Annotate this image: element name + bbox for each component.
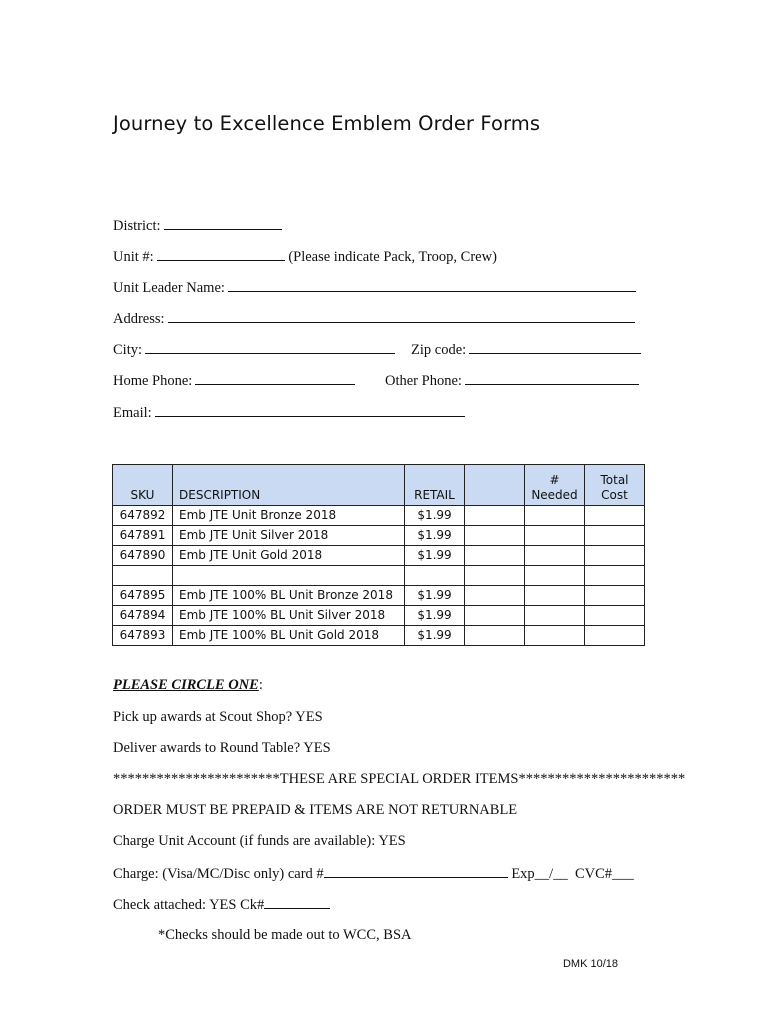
cell-description: Emb JTE 100% BL Unit Gold 2018 [173, 626, 405, 646]
other-phone-field[interactable] [385, 372, 639, 390]
cell-sku: 647890 [113, 546, 173, 566]
table-row [113, 606, 645, 626]
cell-retail: $1.99 [405, 626, 465, 646]
cell-needed[interactable] [525, 606, 585, 626]
deliver-option[interactable]: Deliver awards to Round Table? YES [113, 740, 331, 756]
cell-total [585, 566, 645, 586]
cell-needed [525, 566, 585, 586]
cell-retail: $1.99 [405, 606, 465, 626]
check-label: Check attached: YES Ck# [113, 897, 265, 913]
header-needed-line1: # [549, 473, 560, 487]
cell-blank[interactable] [465, 526, 525, 546]
cell-blank[interactable] [465, 586, 525, 606]
district-label: District: [113, 218, 161, 234]
home-phone-blank[interactable] [195, 372, 355, 385]
cell-sku: 647895 [113, 586, 173, 606]
charge-unit-option[interactable]: Charge Unit Account (if funds are available): YES [113, 833, 406, 849]
check-field[interactable] [113, 896, 330, 914]
cell-retail: $1.99 [405, 586, 465, 606]
cell-description [173, 566, 405, 586]
check-number-blank[interactable] [264, 896, 330, 909]
cell-total[interactable] [585, 626, 645, 646]
charge-card-field[interactable] [113, 865, 634, 883]
cell-retail [405, 566, 465, 586]
email-blank[interactable] [155, 404, 465, 417]
cell-needed[interactable] [525, 526, 585, 546]
address-blank[interactable] [168, 310, 635, 323]
other-phone-label: Other Phone: [385, 373, 462, 389]
cell-needed[interactable] [525, 626, 585, 646]
checks-payable-note: *Checks should be made out to WCC, BSA [158, 927, 412, 943]
page-title: Journey to Excellence Emblem Order Forms [113, 112, 541, 135]
city-field[interactable] [113, 341, 395, 359]
cell-sku: 647894 [113, 606, 173, 626]
cell-total[interactable] [585, 506, 645, 526]
table-header-row [113, 465, 645, 506]
city-label: City: [113, 342, 143, 358]
city-blank[interactable] [145, 341, 395, 354]
district-blank[interactable] [164, 217, 282, 230]
header-description: DESCRIPTION [173, 465, 405, 506]
card-number-blank[interactable] [324, 865, 508, 878]
cell-sku: 647891 [113, 526, 173, 546]
cell-blank[interactable] [465, 506, 525, 526]
unit-label: Unit #: [113, 249, 154, 265]
home-phone-label: Home Phone: [113, 373, 193, 389]
header-total [585, 465, 645, 506]
table-row [113, 586, 645, 606]
cell-needed[interactable] [525, 586, 585, 606]
header-needed-line2: Needed [531, 488, 578, 502]
order-table [112, 464, 645, 646]
address-field[interactable] [113, 310, 635, 328]
cell-total[interactable] [585, 526, 645, 546]
prepaid-notice: ORDER MUST BE PREPAID & ITEMS ARE NOT RETURNABLE [113, 802, 518, 818]
address-label: Address: [113, 311, 165, 327]
cell-description: Emb JTE 100% BL Unit Silver 2018 [173, 606, 405, 626]
cell-total[interactable] [585, 606, 645, 626]
home-phone-field[interactable] [113, 372, 355, 390]
other-phone-blank[interactable] [465, 372, 639, 385]
table-row-empty [113, 566, 645, 586]
unit-note: (Please indicate Pack, Troop, Crew) [288, 249, 497, 265]
header-sku: SKU [113, 465, 173, 506]
cell-blank[interactable] [465, 626, 525, 646]
circle-one-text: PLEASE CIRCLE ONE [113, 677, 259, 693]
cell-total[interactable] [585, 546, 645, 566]
email-label: Email: [113, 405, 152, 421]
table-row [113, 546, 645, 566]
cvc-label[interactable]: CVC#___ [574, 866, 634, 882]
cell-retail: $1.99 [405, 506, 465, 526]
header-needed [525, 465, 585, 506]
header-total-line1: Total [600, 473, 629, 487]
zip-label: Zip code: [411, 342, 467, 358]
charge-card-label: Charge: (Visa/MC/Disc only) card # [113, 866, 324, 882]
cell-total[interactable] [585, 586, 645, 606]
cell-sku [113, 566, 173, 586]
cell-retail: $1.99 [405, 526, 465, 546]
pickup-option[interactable]: Pick up awards at Scout Shop? YES [113, 709, 323, 725]
cell-sku: 647892 [113, 506, 173, 526]
cell-description: Emb JTE 100% BL Unit Bronze 2018 [173, 586, 405, 606]
zip-blank[interactable] [469, 341, 641, 354]
cell-description: Emb JTE Unit Gold 2018 [173, 546, 405, 566]
special-order-notice: ***********************THESE ARE SPECIAL ORDER ITEMS*********************** [113, 771, 686, 787]
header-blank [465, 465, 525, 506]
table-row [113, 626, 645, 646]
circle-one-colon: : [258, 677, 263, 693]
cell-sku: 647893 [113, 626, 173, 646]
unit-blank[interactable] [157, 248, 285, 261]
unit-field[interactable] [113, 248, 497, 266]
leader-field[interactable] [113, 279, 636, 297]
zip-field[interactable] [411, 341, 641, 359]
footer-tag: DMK 10/18 [562, 958, 618, 970]
header-retail: RETAIL [405, 465, 465, 506]
table-row [113, 506, 645, 526]
district-field[interactable] [113, 217, 282, 235]
table-row [113, 526, 645, 546]
cell-needed[interactable] [525, 506, 585, 526]
email-field[interactable] [113, 404, 465, 422]
leader-blank[interactable] [228, 279, 636, 292]
cell-blank[interactable] [465, 606, 525, 626]
leader-label: Unit Leader Name: [113, 280, 225, 296]
cell-blank[interactable] [465, 546, 525, 566]
cell-retail: $1.99 [405, 546, 465, 566]
exp-label[interactable]: Exp__/__ [511, 866, 568, 882]
cell-description: Emb JTE Unit Silver 2018 [173, 526, 405, 546]
cell-blank [465, 566, 525, 586]
cell-description: Emb JTE Unit Bronze 2018 [173, 506, 405, 526]
circle-one-heading [113, 677, 263, 694]
cell-needed[interactable] [525, 546, 585, 566]
header-total-line2: Cost [601, 488, 628, 502]
